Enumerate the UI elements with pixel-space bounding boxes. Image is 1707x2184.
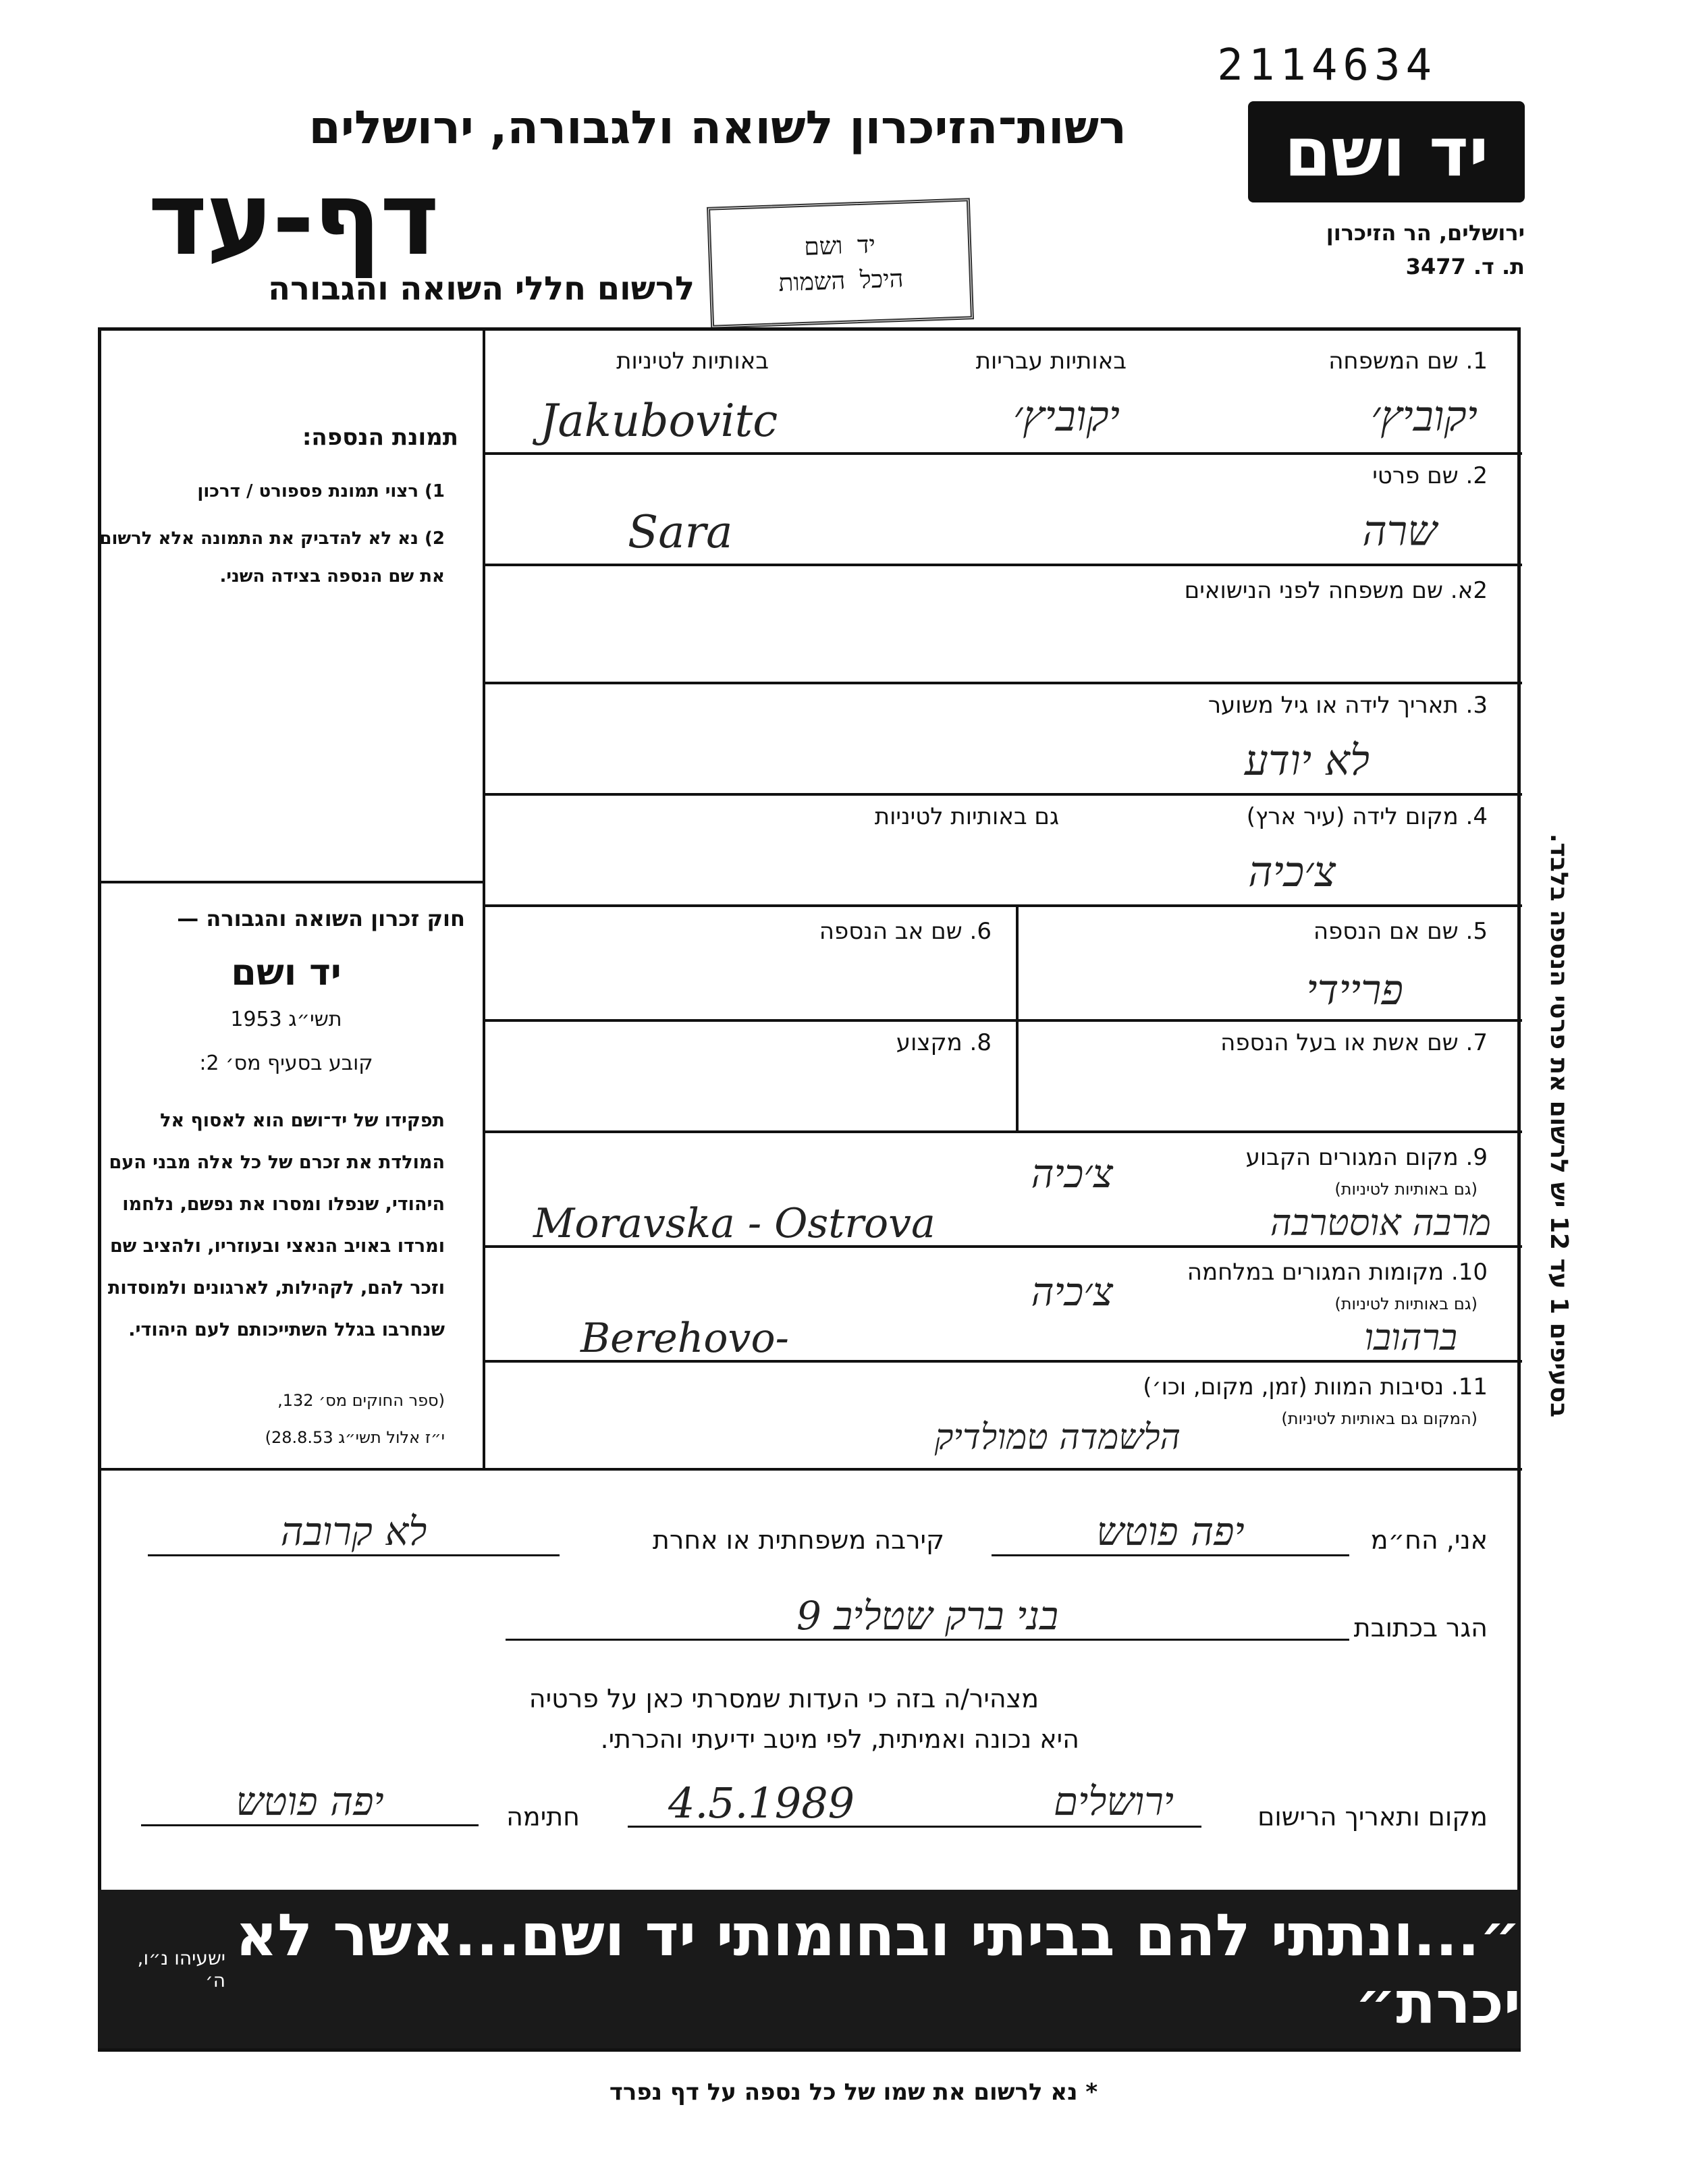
field-10-value-hebrew: ברהובו <box>1364 1316 1457 1359</box>
stamp-line-2: היכל השמות <box>778 265 904 298</box>
field-11-label: 11. נסיבות המוות (זמן, מקום, וכו׳) <box>1143 1373 1488 1400</box>
registration-place: ירושלים <box>1053 1778 1174 1824</box>
side-panel-divider <box>98 881 484 883</box>
photo-note-1: 1) רצוי תמונת פספורט / דרכון <box>197 481 445 501</box>
field-1-hebrew-column: באותיות עבריות <box>975 348 1127 375</box>
serial-number: 2114634 <box>1217 40 1437 90</box>
field-4-latin-column: גם באותיות לטיניות <box>874 803 1059 830</box>
field-4-label: 4. מקום לידה (עיר ארץ) <box>1246 803 1488 830</box>
field-6-label: 6. שם אב הנספה <box>819 918 992 945</box>
field-11-sublabel: (המקום גם באותיות לטיניות) <box>1281 1409 1478 1428</box>
field-3-value: לא יודע <box>1244 736 1370 785</box>
banner-citation: ישעיהו נ״ו, ה׳ <box>137 1946 226 1992</box>
footer-note: * נא לרשום את שמו של כל נספה על דף נפרד <box>609 2079 1098 2106</box>
row-divider <box>483 1130 1522 1133</box>
form-title: דף-עד <box>148 161 438 278</box>
column-divider <box>1016 904 1019 1130</box>
photo-title: תמונת הנספה: <box>302 424 458 451</box>
field-2a-label: 2א. שם משפחה לפני הנישואים <box>1184 577 1488 604</box>
registration-date: 4.5.1989 <box>668 1778 855 1828</box>
address-line-1: ירושלים, הר הזיכרון <box>1326 220 1525 246</box>
signature: יפה פוטש <box>141 1778 479 1826</box>
field-9-sublabel: (גם באותיות לטיניות) <box>1334 1180 1478 1199</box>
law-title: חוק זכרון השואה והגבורה — <box>177 906 465 931</box>
row-divider <box>483 904 1522 907</box>
archive-stamp <box>707 198 974 329</box>
quote-banner <box>98 1890 1521 2048</box>
field-3-label: 3. תאריך לידה או גיל משוער <box>1208 692 1488 719</box>
field-1-value-latin: Jakubovitc <box>540 395 778 447</box>
law-source: (ספר החוקים מס׳ 132, <box>277 1391 445 1410</box>
address-label: הגר בכתובת <box>1353 1613 1488 1643</box>
field-10-label: 10. מקומות המגורים במלחמה <box>1187 1259 1488 1286</box>
address-value: בני ברק שטליב 9 <box>506 1593 1349 1641</box>
row-divider <box>483 682 1522 684</box>
field-11-value: הלשמדה טמולדיק <box>934 1417 1181 1458</box>
field-2-value-hebrew: שרה <box>1362 506 1437 555</box>
organization-title: רשות־הזיכרון לשואה ולגבורה, ירושלים <box>308 101 1127 155</box>
field-1-value-hebrew-2: יקוביץ׳ <box>1012 391 1120 441</box>
declarant-name: יפה פוטש <box>992 1508 1349 1556</box>
field-1-value-hebrew: יקוביץ׳ <box>1370 391 1478 441</box>
field-9-value-top: צ׳כיה <box>1031 1151 1113 1197</box>
place-date-label: מקום ותאריך הרישום <box>1257 1802 1488 1832</box>
relation-label: קירבה משפחתית או אחרת <box>652 1525 944 1555</box>
law-clause: קובע בסעיף מס׳ 2: <box>199 1052 373 1075</box>
address-line-2: ת. ד. 3477 <box>1405 254 1525 279</box>
relation-value: לא קרובה <box>148 1508 560 1556</box>
form-subtitle: לרשום חללי השואה והגבורה <box>268 270 695 308</box>
field-8-label: 8. מקצוע <box>896 1029 992 1056</box>
row-divider <box>483 564 1522 566</box>
field-9-value-hebrew: מרבה אוסטרבה <box>1270 1201 1491 1244</box>
law-text: תפקידו של יד־ושם הוא לאסוף אל המולדת את זכרם של כל אלה מבני העם היהודי, שנפלו ומסרו את נפשם, נלחמו ומרדו באויב הנאצי ובעוזריו, ולהציב שם וזכר להם, לקהילות, לארגונים ולמוסדות שנחרבו בגלל השתייכותם לעם היהודי. <box>107 1110 445 1340</box>
photo-note-2: 2) נא לא להדביק את התמונה אלא לרשום את שם הנספה בצידה השני. <box>99 528 445 586</box>
field-5-value: פריידי <box>1306 965 1403 1014</box>
field-1-latin-column: באותיות לטיניות <box>616 348 769 375</box>
row-divider <box>483 452 1522 455</box>
banner-quote: ״...ונתתי להם בביתי ובחומותי יד ושם...אשר לא יכרת״ <box>235 1901 1521 2037</box>
vertical-note: בסעיפים 1 עד 12 יש לרשום את פרטי הנספה בלבד. <box>1545 833 1573 1417</box>
field-5-label: 5. שם אם הנספה <box>1313 918 1488 945</box>
field-2-label: 2. שם פרטי <box>1372 462 1488 489</box>
field-9-value-latin: Moravska - Ostrova <box>533 1200 936 1247</box>
address-block <box>1326 216 1525 283</box>
field-9-label: 9. מקום המגורים הקבוע <box>1245 1144 1488 1171</box>
signature-label: חתימה <box>506 1802 580 1832</box>
field-7-label: 7. שם אשת או בעל הנספה <box>1220 1029 1488 1056</box>
statement-line-2: היא נכונה ואמיתית, לפי מיטב ידיעתי והכרתי. <box>600 1724 1079 1754</box>
field-4-value: צ׳כיה <box>1248 847 1336 896</box>
side-divider <box>483 327 485 1468</box>
law-year: תשי״ג 1953 <box>230 1008 342 1031</box>
yad-vashem-logo: יד ושם <box>1248 101 1525 202</box>
field-10-sublabel: (גם באותיות לטיניות) <box>1334 1294 1478 1313</box>
field-10-value-top: צ׳כיה <box>1031 1269 1113 1315</box>
field-10-value-latin: Berehovo- <box>580 1315 789 1362</box>
place-date-underline <box>628 1826 1201 1828</box>
stamp-line-1: יד ושם <box>803 231 876 261</box>
field-2-value-latin: Sara <box>628 506 733 558</box>
row-divider <box>483 793 1522 796</box>
law-name: יד ושם <box>231 951 342 993</box>
statement-line-1: מצהיר/ה בזה כי העדות שמסרתי כאן על פרטיה <box>529 1684 1039 1714</box>
declarant-label: אני, הח״מ <box>1370 1525 1488 1555</box>
field-1-label: 1. שם המשפחה <box>1328 348 1488 375</box>
law-date: י״ז אלול תשי״ג 28.8.53) <box>265 1428 445 1447</box>
row-divider <box>483 1019 1522 1022</box>
row-divider <box>98 1468 1522 1471</box>
